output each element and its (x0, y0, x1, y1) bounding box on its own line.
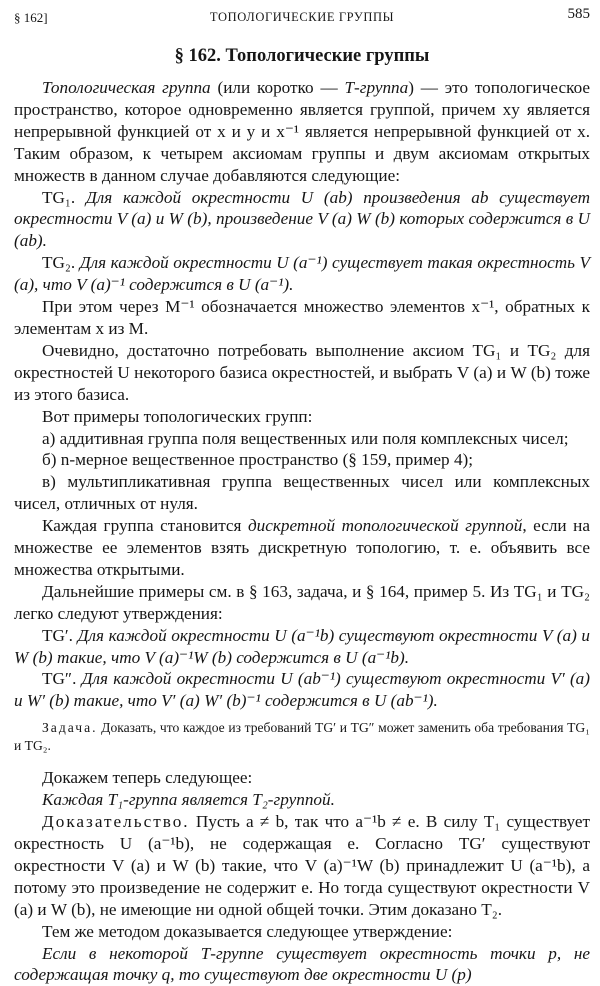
page-number: 585 (567, 6, 590, 22)
running-head (14, 0, 590, 30)
paragraph-definition: Топологическая группа (или коротко — Т-группа) — это топологическое пространство, которое одновременно является группой, причем xy является непрерывной функцией от x и y и x⁻¹ является непрерывной функцией от x. Таким образом, к четырем аксиомам группы и двум аксиомам открытых множеств в данном случае добавляются следующие: (14, 78, 590, 185)
book-page (14, 0, 590, 986)
proof-text: Пусть a ≠ b, так что a⁻¹b ≠ e. В силу T₁ существует окрестность U (a⁻¹b), не содержащая e. Согласно TG′ существуют окрестности V (a) и W (b) такие, что V (a)⁻¹W (b) принадлежит U (a⁻¹b), а потому это произведение не содержит e. Но тогда существуют окрестности V (a) и W (b), не имеющие ни одной общей точки. Этим доказано T₂. (14, 812, 590, 919)
axiom-text: Для каждой окрестности U (ab) произведения ab существует окрестности V (a) и W (b), произведение V (a) W (b) которых содержится в U (ab). (14, 187, 590, 251)
statement-text: Для каждой окрестности U (ab⁻¹) существуют окрестности V′ (a) и W′ (b) такие, что V′ (a) W′ (b)⁻¹ содержится в U (ab⁻¹). (14, 669, 590, 711)
paragraph-inverse-set: При этом через M⁻¹ обозначается множество элементов x⁻¹, обратных к элементам x из M. (14, 297, 590, 338)
example-item: а) аддитивная группа поля вещественных или поля комплексных чисел; (42, 428, 569, 448)
axiom-tg2 (14, 252, 590, 296)
exercise-label: Задача. (42, 720, 98, 736)
paragraph-same-method: Тем же методом доказывается следующее утверждение: (42, 921, 453, 941)
paragraph-prove-intro: Докажем теперь следующее: (42, 768, 253, 788)
running-head-title: ТОПОЛОГИЧЕСКИЕ ГРУППЫ (209, 10, 395, 24)
final-statement: Если в некоторой Т-группе существует окрестность точки p, не содержащая точку q, то существуют две окрестности U (p) (14, 943, 590, 985)
exercise-text: Доказать, что каждое из требований TG′ и TG″ может заменить оба требования TG₁ и TG₂. (14, 720, 590, 754)
theorem-statement: Каждая T₁-группа является T₂-группой. (42, 790, 335, 810)
axiom-label: TG₁. (42, 187, 86, 207)
paragraph-base-remark: Очевидно, достаточно потребовать выполнение аксиом TG₁ и TG₂ для окрестностей U некоторого базиса окрестностей, и выбрать V (a) и W (b) тоже из этого базиса. (14, 340, 590, 404)
statement-label: TG″. (42, 669, 82, 689)
term-t-group: Т-группа (344, 78, 409, 97)
axiom-label: TG₂. (42, 253, 80, 273)
paragraph-further-examples: Дальнейшие примеры см. в § 163, задача, и § 164, пример 5. Из TG₁ и TG₂ легко следуют утверждения: (14, 581, 590, 623)
statement-label: TG′. (42, 625, 78, 645)
examples-intro: Вот примеры топологических групп: (42, 406, 313, 426)
running-head-section: § 162] (14, 10, 48, 25)
term-discrete-group: дискретной топологической группой (247, 516, 523, 536)
section-title: § 162. Топологические группы (174, 46, 430, 66)
term-topological-group: Топологическая группа (42, 78, 211, 97)
example-item: б) n-мерное вещественное пространство (§ 159, пример 4); (42, 450, 474, 470)
statement-tg-double-prime (14, 668, 590, 712)
proof (14, 811, 590, 921)
statement-tg-prime (14, 625, 590, 669)
paragraph-discrete: Каждая группа становится дискретной топологической группой, если на множестве ее элементов взять дискретную топологию, т. е. объявить все множества открытыми. (14, 516, 590, 579)
axiom-text: Для каждой окрестности U (a⁻¹) существует такая окрестность V (a), что V (a)⁻¹ содержится в U (a⁻¹). (14, 253, 590, 295)
axiom-tg1 (14, 187, 590, 253)
example-item: в) мультипликативная группа вещественных чисел или комплексных чисел, отличных от нуля. (14, 472, 590, 514)
statement-text: Для каждой окрестности U (a⁻¹b) существуют окрестности V (a) и W (b) такие, что V (a)⁻¹W (b) содержится в U (a⁻¹b). (14, 625, 591, 667)
proof-label: Доказательство. (42, 812, 190, 832)
exercise (14, 719, 590, 755)
